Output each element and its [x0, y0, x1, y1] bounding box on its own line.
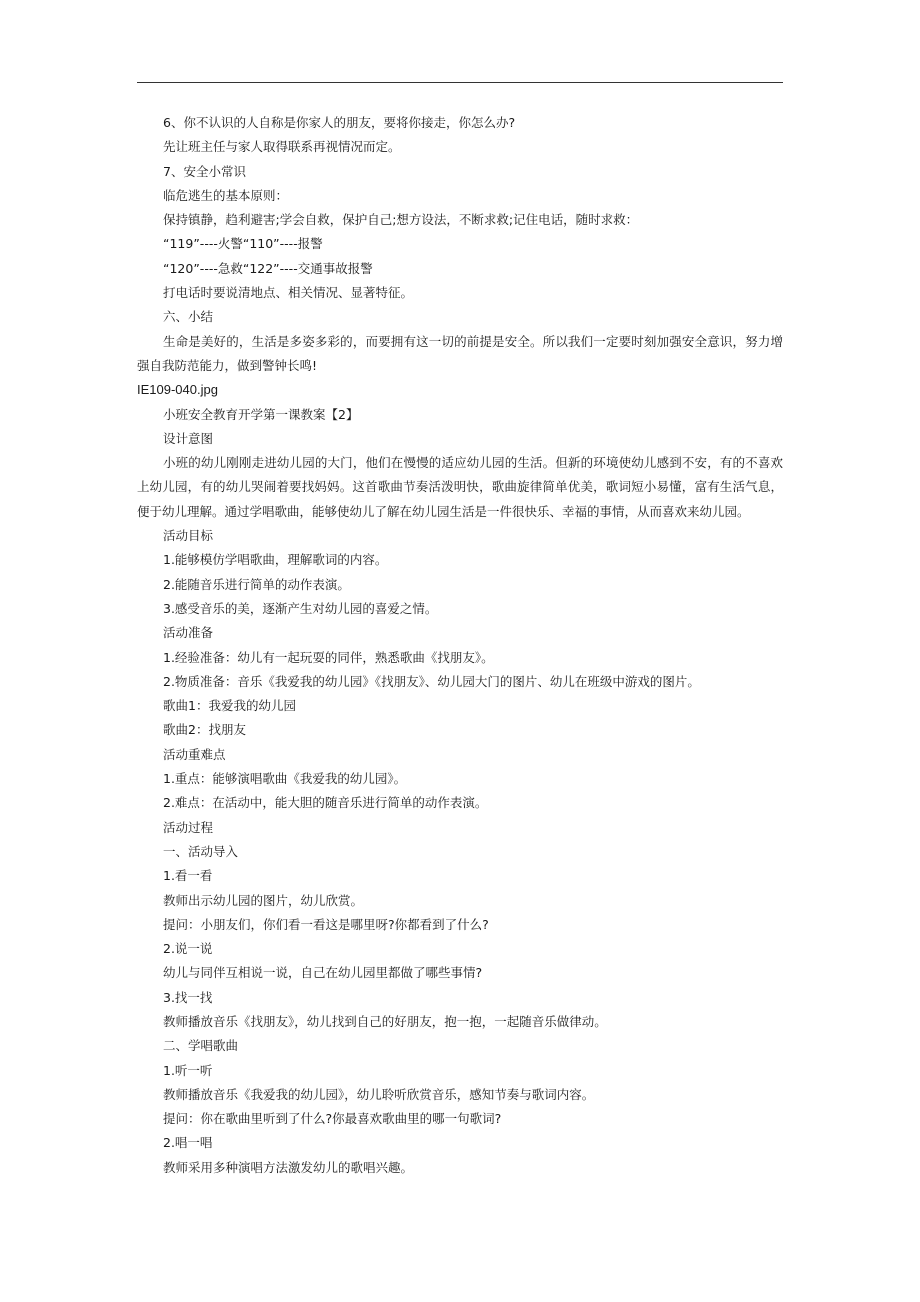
- summary-paragraph: 生命是美好的，生活是多姿多彩的，而要拥有这一切的前提是安全。所以我们一定要时刻加强安全意识，努力增强自我防范能力，做到警钟长鸣!: [137, 333, 783, 373]
- section-heading-process: 活动过程: [163, 819, 214, 835]
- answer-6: 先让班主任与家人取得联系再视情况而定。: [163, 139, 401, 155]
- song-item: 歌曲1：我爱我的幼儿园: [163, 698, 296, 714]
- process-step-heading: 一、活动导入: [163, 843, 239, 859]
- document-body: [137, 111, 783, 1180]
- section-heading-key-points: 活动重难点: [163, 746, 226, 762]
- song-item: 歌曲2：找朋友: [163, 722, 246, 738]
- image-filename: IE109-040.jpg: [137, 382, 218, 398]
- process-text: 提问：小朋友们，你们看一看这是哪里呀?你都看到了什么?: [163, 916, 489, 932]
- phone-call-tip: 打电话时要说清地点、相关情况、显著特征。: [163, 285, 414, 301]
- process-substep: 2.唱一唱: [163, 1135, 213, 1151]
- goal-item: 1.能够模仿学唱歌曲，理解歌词的内容。: [163, 552, 388, 568]
- process-substep: 1.听一听: [163, 1062, 213, 1078]
- emergency-numbers-2: “120”----急救“122”----交通事故报警: [163, 260, 373, 276]
- escape-principles-text: 保持镇静，趋利避害;学会自救，保护自己;想方设法，不断求救;记住电话，随时求救：: [163, 212, 639, 228]
- process-substep: 2.说一说: [163, 941, 213, 957]
- process-text: 幼儿与同伴互相说一说，自己在幼儿园里都做了哪些事情?: [163, 965, 483, 981]
- preparation-item: 1.经验准备：幼儿有一起玩耍的同伴，熟悉歌曲《找朋友》。: [163, 649, 494, 665]
- key-point-item: 2.难点：在活动中，能大胆的随音乐进行简单的动作表演。: [163, 795, 488, 811]
- section-heading-summary: 六、小结: [163, 309, 214, 325]
- section-heading-design-intent: 设计意图: [163, 430, 214, 446]
- goal-item: 3.感受音乐的美，逐渐产生对幼儿园的喜爱之情。: [163, 600, 438, 616]
- lesson-title: 小班安全教育开学第一课教案【2】: [163, 406, 359, 422]
- design-intent-paragraph: 小班的幼儿刚刚走进幼儿园的大门，他们在慢慢的适应幼儿园的生活。但新的环境使幼儿感到不安，有的不喜欢上幼儿园，有的幼儿哭闹着要找妈妈。这首歌曲节奏活泼明快，歌曲旋律简单优美，歌词短小易懂，富有生活气息，便于幼儿理解。通过学唱歌曲，能够使幼儿了解在幼儿园生活是一件很快乐、幸福的事情，从而喜欢来幼儿园。: [137, 455, 783, 519]
- section-heading-preparation: 活动准备: [163, 625, 214, 641]
- process-text: 教师出示幼儿园的图片，幼儿欣赏。: [163, 892, 364, 908]
- process-substep: 1.看一看: [163, 868, 213, 884]
- emergency-numbers-1: “119”----火警“110”----报警: [163, 236, 323, 252]
- goal-item: 2.能随音乐进行简单的动作表演。: [163, 576, 350, 592]
- preparation-item: 2.物质准备：音乐《我爱我的幼儿园》《找朋友》、幼儿园大门的图片、幼儿在班级中游戏的图片。: [163, 673, 700, 689]
- process-text: 提问：你在歌曲里听到了什么?你最喜欢歌曲里的哪一句歌词?: [163, 1111, 502, 1127]
- process-text: 教师采用多种演唱方法激发幼儿的歌唱兴趣。: [163, 1159, 414, 1175]
- process-text: 教师播放音乐《我爱我的幼儿园》，幼儿聆听欣赏音乐，感知节奏与歌词内容。: [163, 1086, 595, 1102]
- escape-principles-heading: 临危逃生的基本原则：: [163, 187, 289, 203]
- header-divider: [137, 82, 783, 83]
- section-heading-goals: 活动目标: [163, 528, 214, 544]
- process-step-heading: 二、学唱歌曲: [163, 1038, 239, 1054]
- key-point-item: 1.重点：能够演唱歌曲《我爱我的幼儿园》。: [163, 771, 407, 787]
- process-text: 教师播放音乐《找朋友》，幼儿找到自己的好朋友，抱一抱，一起随音乐做律动。: [163, 1013, 607, 1029]
- question-6: 6、你不认识的人自称是你家人的朋友，要将你接走，你怎么办?: [163, 115, 516, 130]
- section-heading-safety-tips: 7、安全小常识: [163, 163, 246, 179]
- process-substep: 3.找一找: [163, 989, 213, 1005]
